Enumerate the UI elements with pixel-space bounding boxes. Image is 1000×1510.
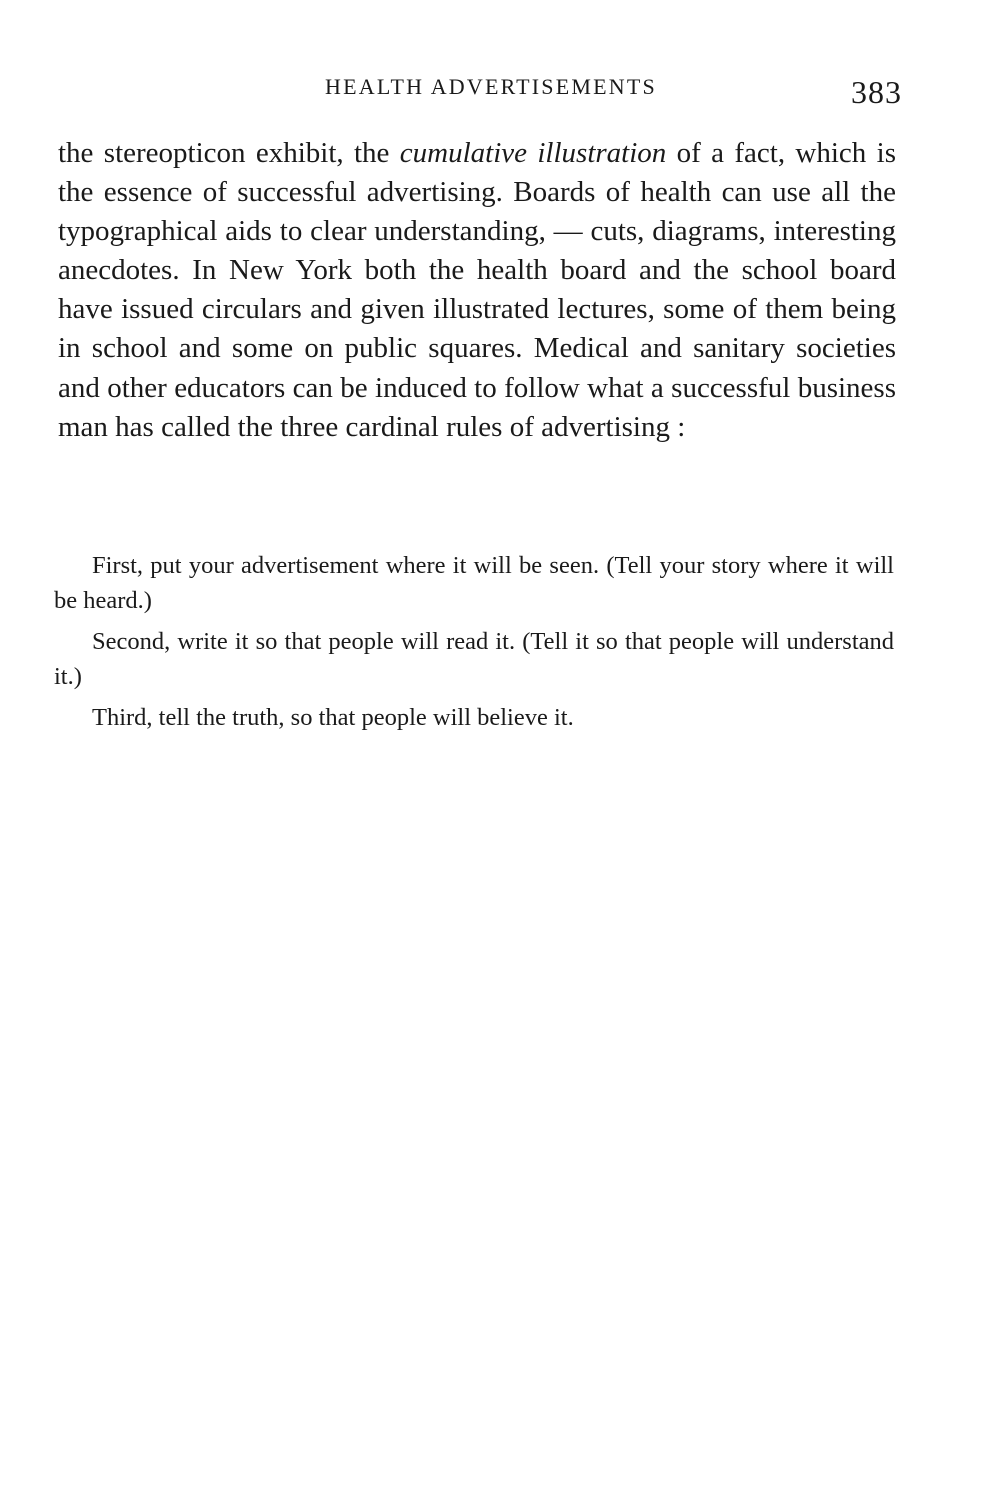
rule-second: Second, write it so that people will read it. (Tell it so that people will understand it.) [54,628,894,690]
page-number: 383 [851,74,902,110]
running-head [56,70,902,110]
italic-phrase: cumulative illustration [399,137,667,169]
body-text-rest: of a fact, which is the essence of successful advertising. Boards of health can use all the typographical aids to clear understanding, — cuts, diagrams, interesting anecdotes. In New York both the health board and the school board have issued circulars and given illustrated lectures, some of them being in school and some on public squares. Medical and sanitary societies and other educators can be induced to follow what a successful business man has called the three cardinal rules of advertising : [58,137,896,443]
rule-third: Third, tell the truth, so that people will believe it. [92,704,574,731]
body-text-start: the stereopticon exhibit, the [58,137,400,169]
body-paragraph [58,134,896,447]
rule-first: First, put your advertisement where it will be seen. (Tell your story where it will be heard.) [54,552,894,614]
running-title: HEALTH ADVERTISEMENTS [325,74,657,99]
advertising-rules [54,548,894,741]
